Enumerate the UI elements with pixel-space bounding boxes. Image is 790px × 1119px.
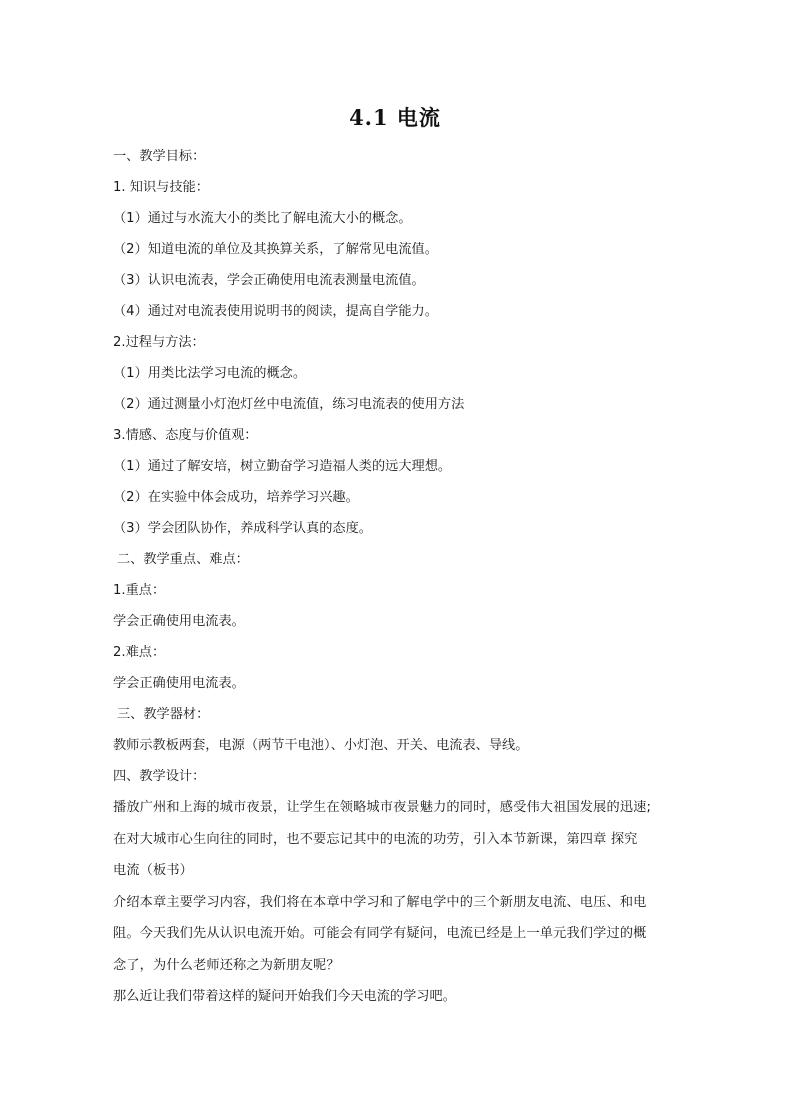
document-body (113, 141, 683, 1012)
subsection-process-methods: 2.过程与方法： (113, 335, 205, 350)
list-item: （3）学会团队协作，养成科学认真的态度。 (113, 521, 372, 536)
paragraph-closing: 那么近让我们带着这样的疑问开始我们今天电流的学习吧。 (113, 989, 456, 1004)
paragraph-intro (113, 792, 683, 887)
section-heading-key-points: 二、教学重点、难点： (117, 552, 249, 567)
body-text: 学会正确使用电流表。 (113, 676, 245, 691)
document-title: 4.1 电流 (349, 105, 441, 130)
paragraph-chapter-overview (113, 887, 683, 982)
list-item: （1）通过了解安培，树立勤奋学习造福人类的远大理想。 (113, 459, 452, 474)
subsection-difficulty: 2.难点： (113, 645, 166, 660)
subsection-attitudes-values: 3.情感、态度与价值观： (113, 428, 258, 443)
subsection-key-point: 1.重点： (113, 583, 166, 598)
section-heading-objectives: 一、教学目标： (113, 149, 206, 164)
list-item: （2）通过测量小灯泡灯丝中电流值，练习电流表的使用方法 (113, 397, 465, 412)
body-text: 学会正确使用电流表。 (113, 614, 245, 629)
body-text: 教师示教板两套，电源（两节干电池）、小灯泡、开关、电流表、导线。 (113, 738, 529, 753)
paragraph-line: 播放广州和上海的城市夜景，让学生在领略城市夜景魅力的同时，感受伟大祖国发展的迅速; (113, 800, 652, 815)
section-heading-design: 四、教学设计： (113, 769, 206, 784)
section-heading-equipment: 三、教学器材： (117, 707, 210, 722)
paragraph-line: 阻。今天我们先从认识电流开始。可能会有同学有疑问，电流已经是上一单元我们学过的概 (113, 926, 647, 941)
list-item: （2）知道电流的单位及其换算关系，了解常见电流值。 (113, 242, 438, 257)
list-item: （2）在实验中体会成功，培养学习兴趣。 (113, 490, 359, 505)
paragraph-line: 在对大城市心生向往的同时，也不要忘记其中的电流的功劳，引入本节新课，第四章 探究 (113, 831, 638, 847)
list-item: （3）认识电流表，学会正确使用电流表测量电流值。 (113, 273, 425, 288)
paragraph-line: 介绍本章主要学习内容，我们将在本章中学习和了解电学中的三个新朋友电流、电压、和电 (113, 894, 647, 910)
list-item: （4）通过对电流表使用说明书的阅读，提高自学能力。 (113, 304, 438, 319)
paragraph-line: 电流（板书） (113, 863, 194, 878)
paragraph-line: 念了，为什么老师还称之为新朋友呢？ (113, 957, 340, 973)
list-item: （1）通过与水流大小的类比了解电流大小的概念。 (113, 211, 412, 226)
list-item: （1）用类比法学习电流的概念。 (113, 366, 307, 381)
subsection-knowledge-skills: 1. 知识与技能： (113, 180, 209, 195)
